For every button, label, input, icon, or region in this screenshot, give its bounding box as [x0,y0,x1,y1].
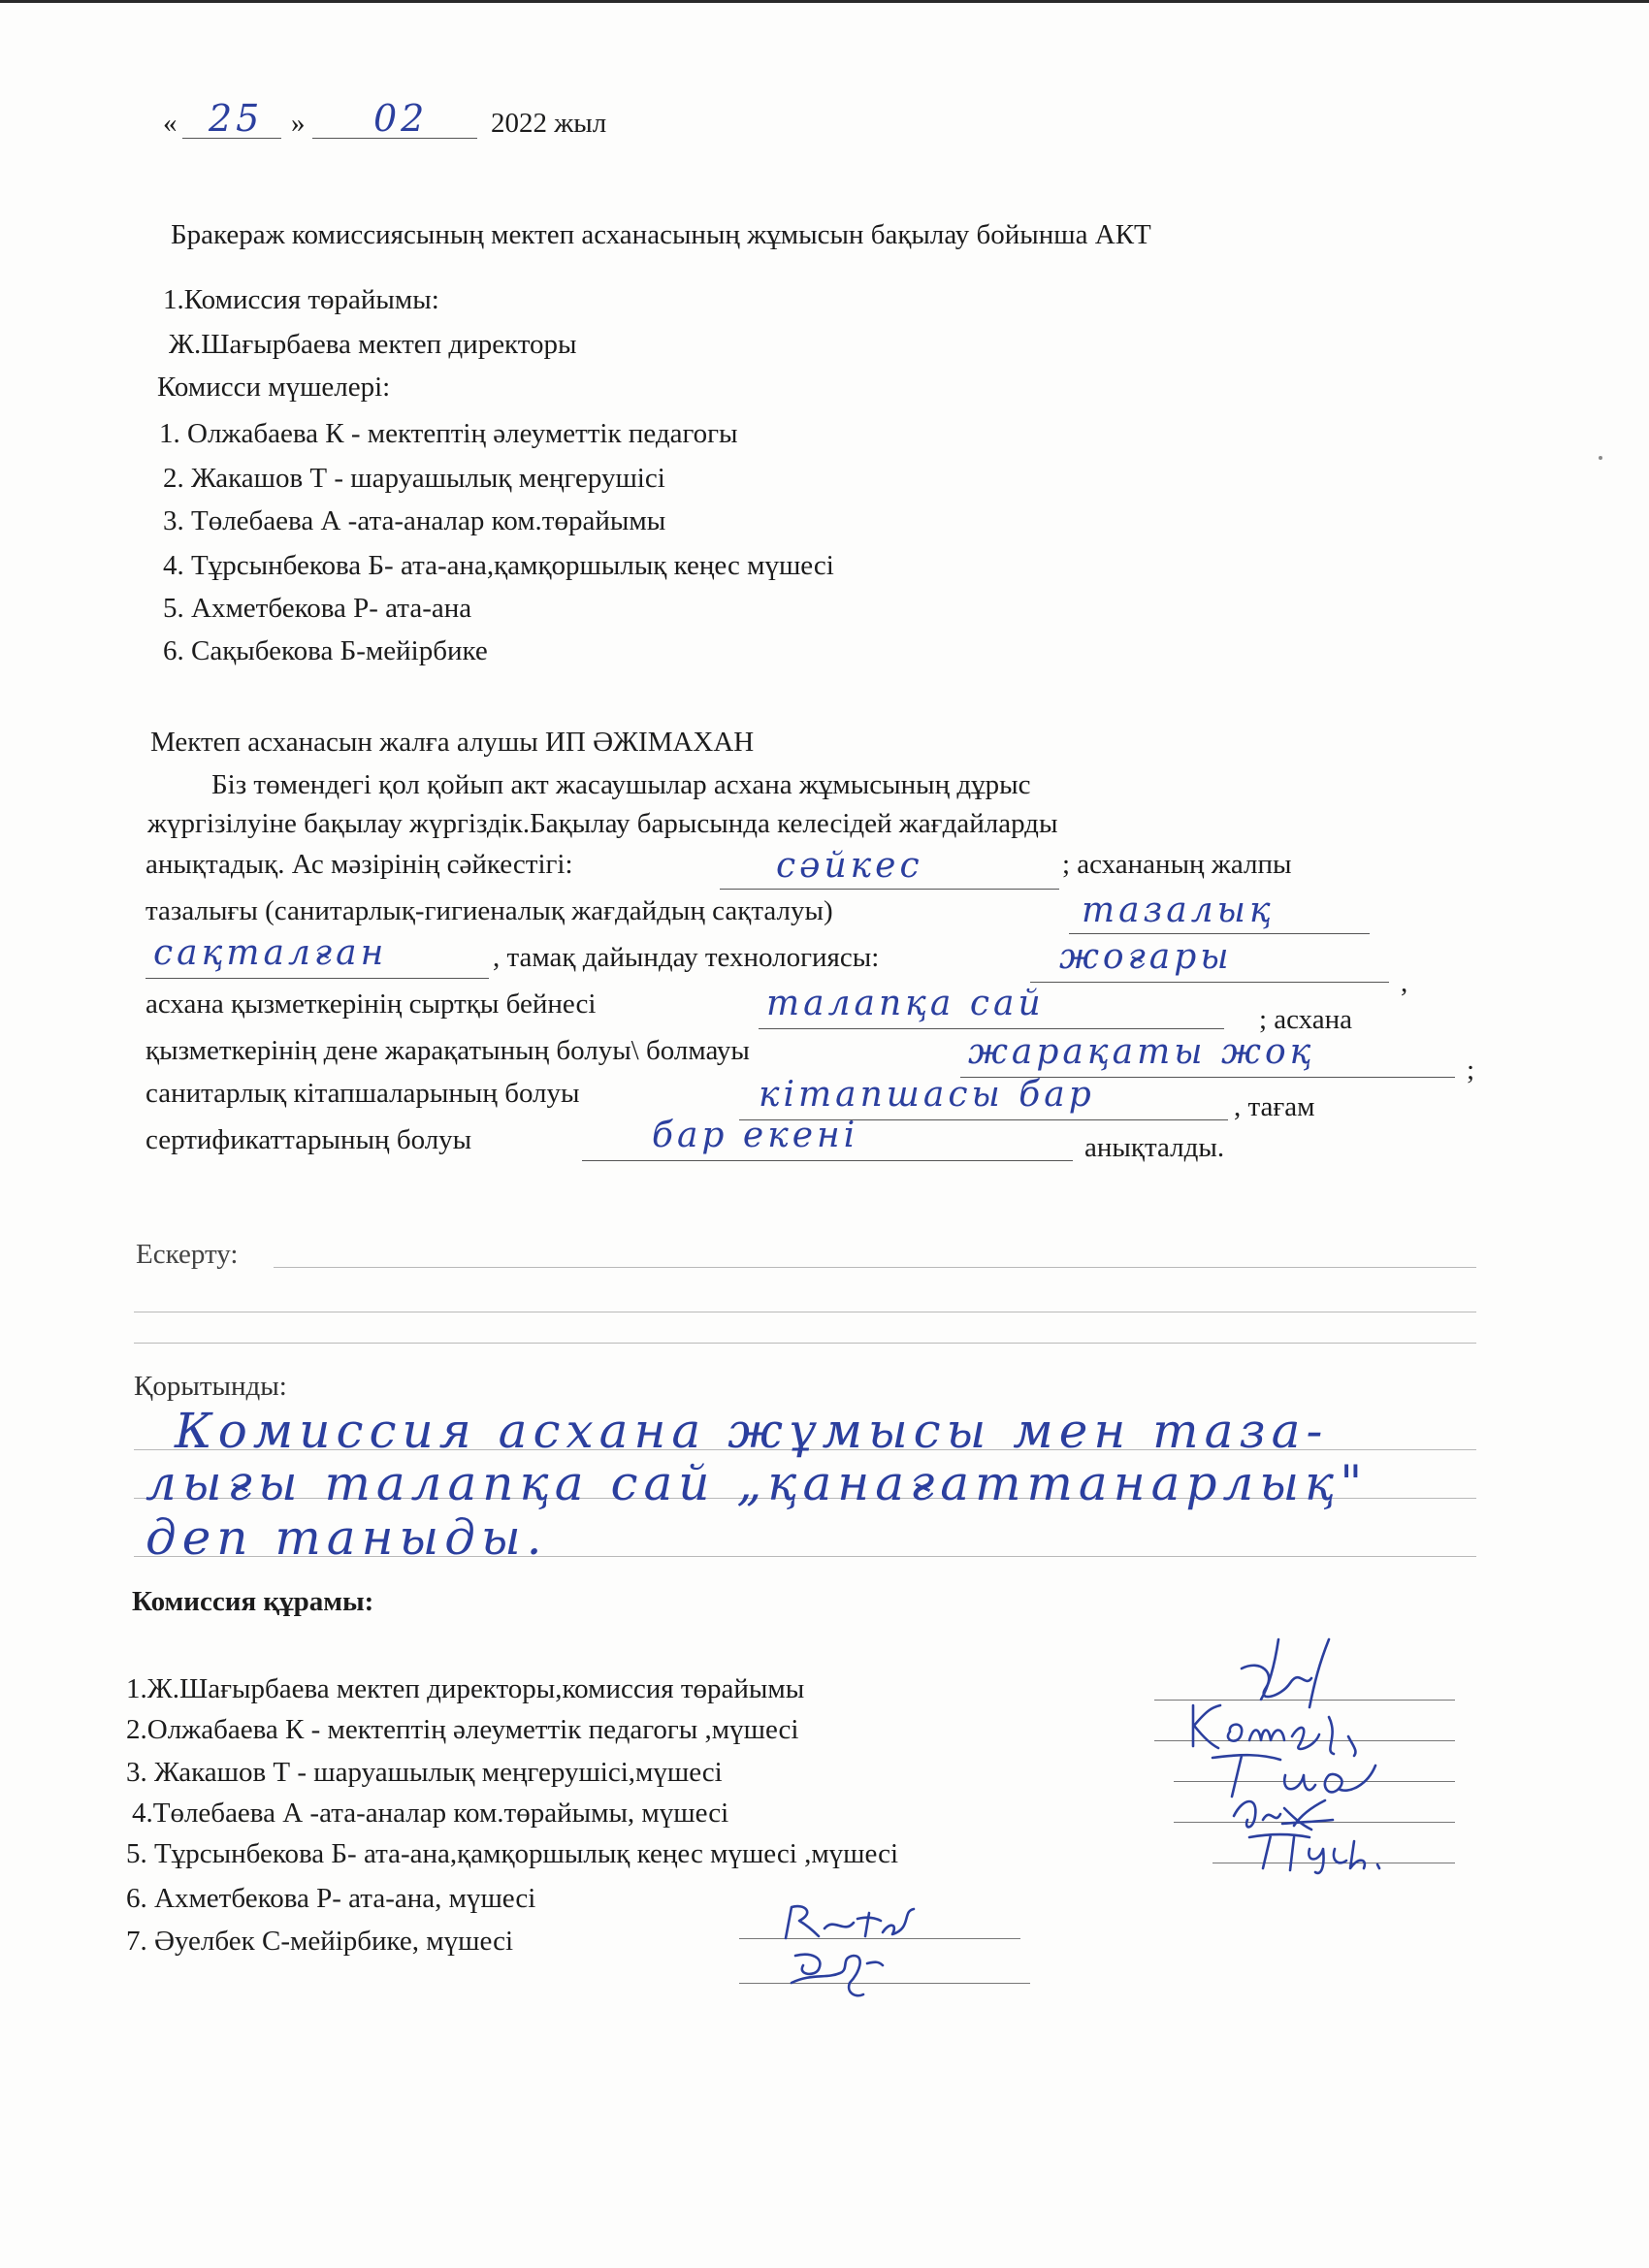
date-day-line [182,138,281,139]
note-rule [274,1267,1476,1268]
member-item: 3. Төлебаева А -ата-аналар ком.төрайымы [163,505,666,536]
chair-name: Ж.Шағырбаева мектеп директоры [169,329,577,360]
conclusion-handwritten-line: Комиссия асхана жұмысы мен таза- [175,1403,1329,1459]
composition-item: 5. Тұрсынбекова Б- ата-ана,қамқоршылық кеңес мүшесі ,мүшесі [126,1838,899,1869]
tenant-line: Мектеп асханасын жалға алушы ИП ӘЖІМАХАН [150,727,755,758]
signature-member-7 [782,1944,889,2002]
note-rule [134,1343,1476,1344]
date-open-quote: « [163,108,178,139]
tech-answer-handwritten: жоғары [1059,937,1233,977]
note-label: Ескерту: [136,1239,239,1270]
clean-answer-handwritten: тазалық [1082,891,1275,930]
books-answer-handwritten: кітапшасы бар [759,1075,1095,1115]
body-line-5: , тамақ дайындау технологиясы: [493,942,880,973]
menu-answer-line [720,889,1059,890]
signature-member-5 [1242,1828,1406,1876]
look-answer-line [759,1028,1224,1029]
act-title: Бракераж комиссиясының мектеп асханасының жұмысын бақылау бойынша АКТ [171,219,1151,250]
body-line-6-end: ; асхана [1259,1004,1353,1035]
clean-answer-handwritten-2: сақталған [153,933,388,973]
body-line-3: анықтадық. Ас мәзірінің сәйкестігі: [146,849,573,880]
composition-item: 3. Жакашов Т - шаруашылық меңгерушісі,мүшесі [126,1757,723,1788]
member-item: 2. Жакашов Т - шаруашылық меңгерушісі [163,463,665,494]
body-line-3-end: ; асхананың жалпы [1062,849,1292,880]
conclusion-label: Қорытынды: [134,1371,287,1402]
date-close-quote: » [291,108,306,139]
member-item: 1. Олжабаева К - мектептің әлеуметтік педагогы [159,418,738,449]
body-line-2: жүргізілуіне бақылау жүргіздік.Бақылау барысында келесідей жағдайларды [147,808,1058,839]
composition-item: 1.Ж.Шағырбаева мектеп директоры,комиссия төрайымы [126,1673,805,1704]
date-year: 2022 жыл [491,108,607,139]
tech-answer-line [1030,982,1389,983]
signature-member-6 [776,1899,922,1944]
chair-heading: 1.Комиссия төрайымы: [163,284,439,315]
body-line-9-end: анықталды. [1084,1132,1225,1163]
composition-heading: Комиссия құрамы: [132,1586,374,1617]
scan-top-edge [0,0,1649,3]
body-line-1: Біз төмендегі қол қойып акт жасаушылар асхана жұмысының дұрыс [211,769,1031,800]
menu-answer-handwritten: сәйкес [776,846,923,886]
cert-answer-line [582,1160,1073,1161]
body-line-5-end: , [1401,967,1408,998]
date-month-handwritten: 02 [373,97,429,140]
scan-speck [1599,456,1602,460]
member-item: 6. Сақыбекова Б-мейірбике [163,635,488,666]
look-answer-handwritten: талапқа сай [766,984,1045,1023]
conclusion-handwritten-line: деп таныды. [146,1509,548,1566]
clean-answer-line-2 [146,978,489,979]
member-item: 5. Ахметбекова Р- ата-ана [163,593,472,624]
body-line-4: тазалығы (санитарлық-гигиеналық жағдайдың сақталуы) [146,895,833,926]
body-line-9: сертификаттарының болуы [146,1124,472,1155]
clean-answer-line [1069,933,1370,934]
composition-item: 2.Олжабаева К - мектептің әлеуметтік педагогы ,мүшесі [126,1714,799,1745]
cert-answer-handwritten: бар екені [652,1116,859,1155]
member-item: 4. Тұрсынбекова Б- ата-ана,қамқоршылық кеңес мүшесі [163,550,834,581]
body-line-7: қызметкерінің дене жарақатының болуы\ болмауы [146,1035,750,1066]
date-day-handwritten: 25 [209,97,264,140]
conclusion-handwritten-line: лығы талапқа сай „қанағаттанарлық" [146,1455,1369,1511]
composition-item: 4.Төлебаева А -ата-аналар ком.төрайымы, мүшесі [132,1798,729,1829]
body-line-8-end: , тағам [1234,1091,1315,1122]
body-line-7-end: ; [1467,1054,1475,1085]
composition-item: 6. Ахметбекова Р- ата-ана, мүшесі [126,1883,536,1914]
date-month-line [312,138,477,139]
body-line-6: асхана қызметкерінің сыртқы бейнесі [146,988,597,1020]
injury-answer-handwritten: жарақаты жоқ [968,1032,1315,1072]
body-line-8: санитарлық кітапшаларының болуы [146,1078,580,1109]
composition-item: 7. Әуелбек С-мейірбике, мүшесі [126,1926,514,1957]
members-heading: Комисси мүшелері: [157,372,391,403]
